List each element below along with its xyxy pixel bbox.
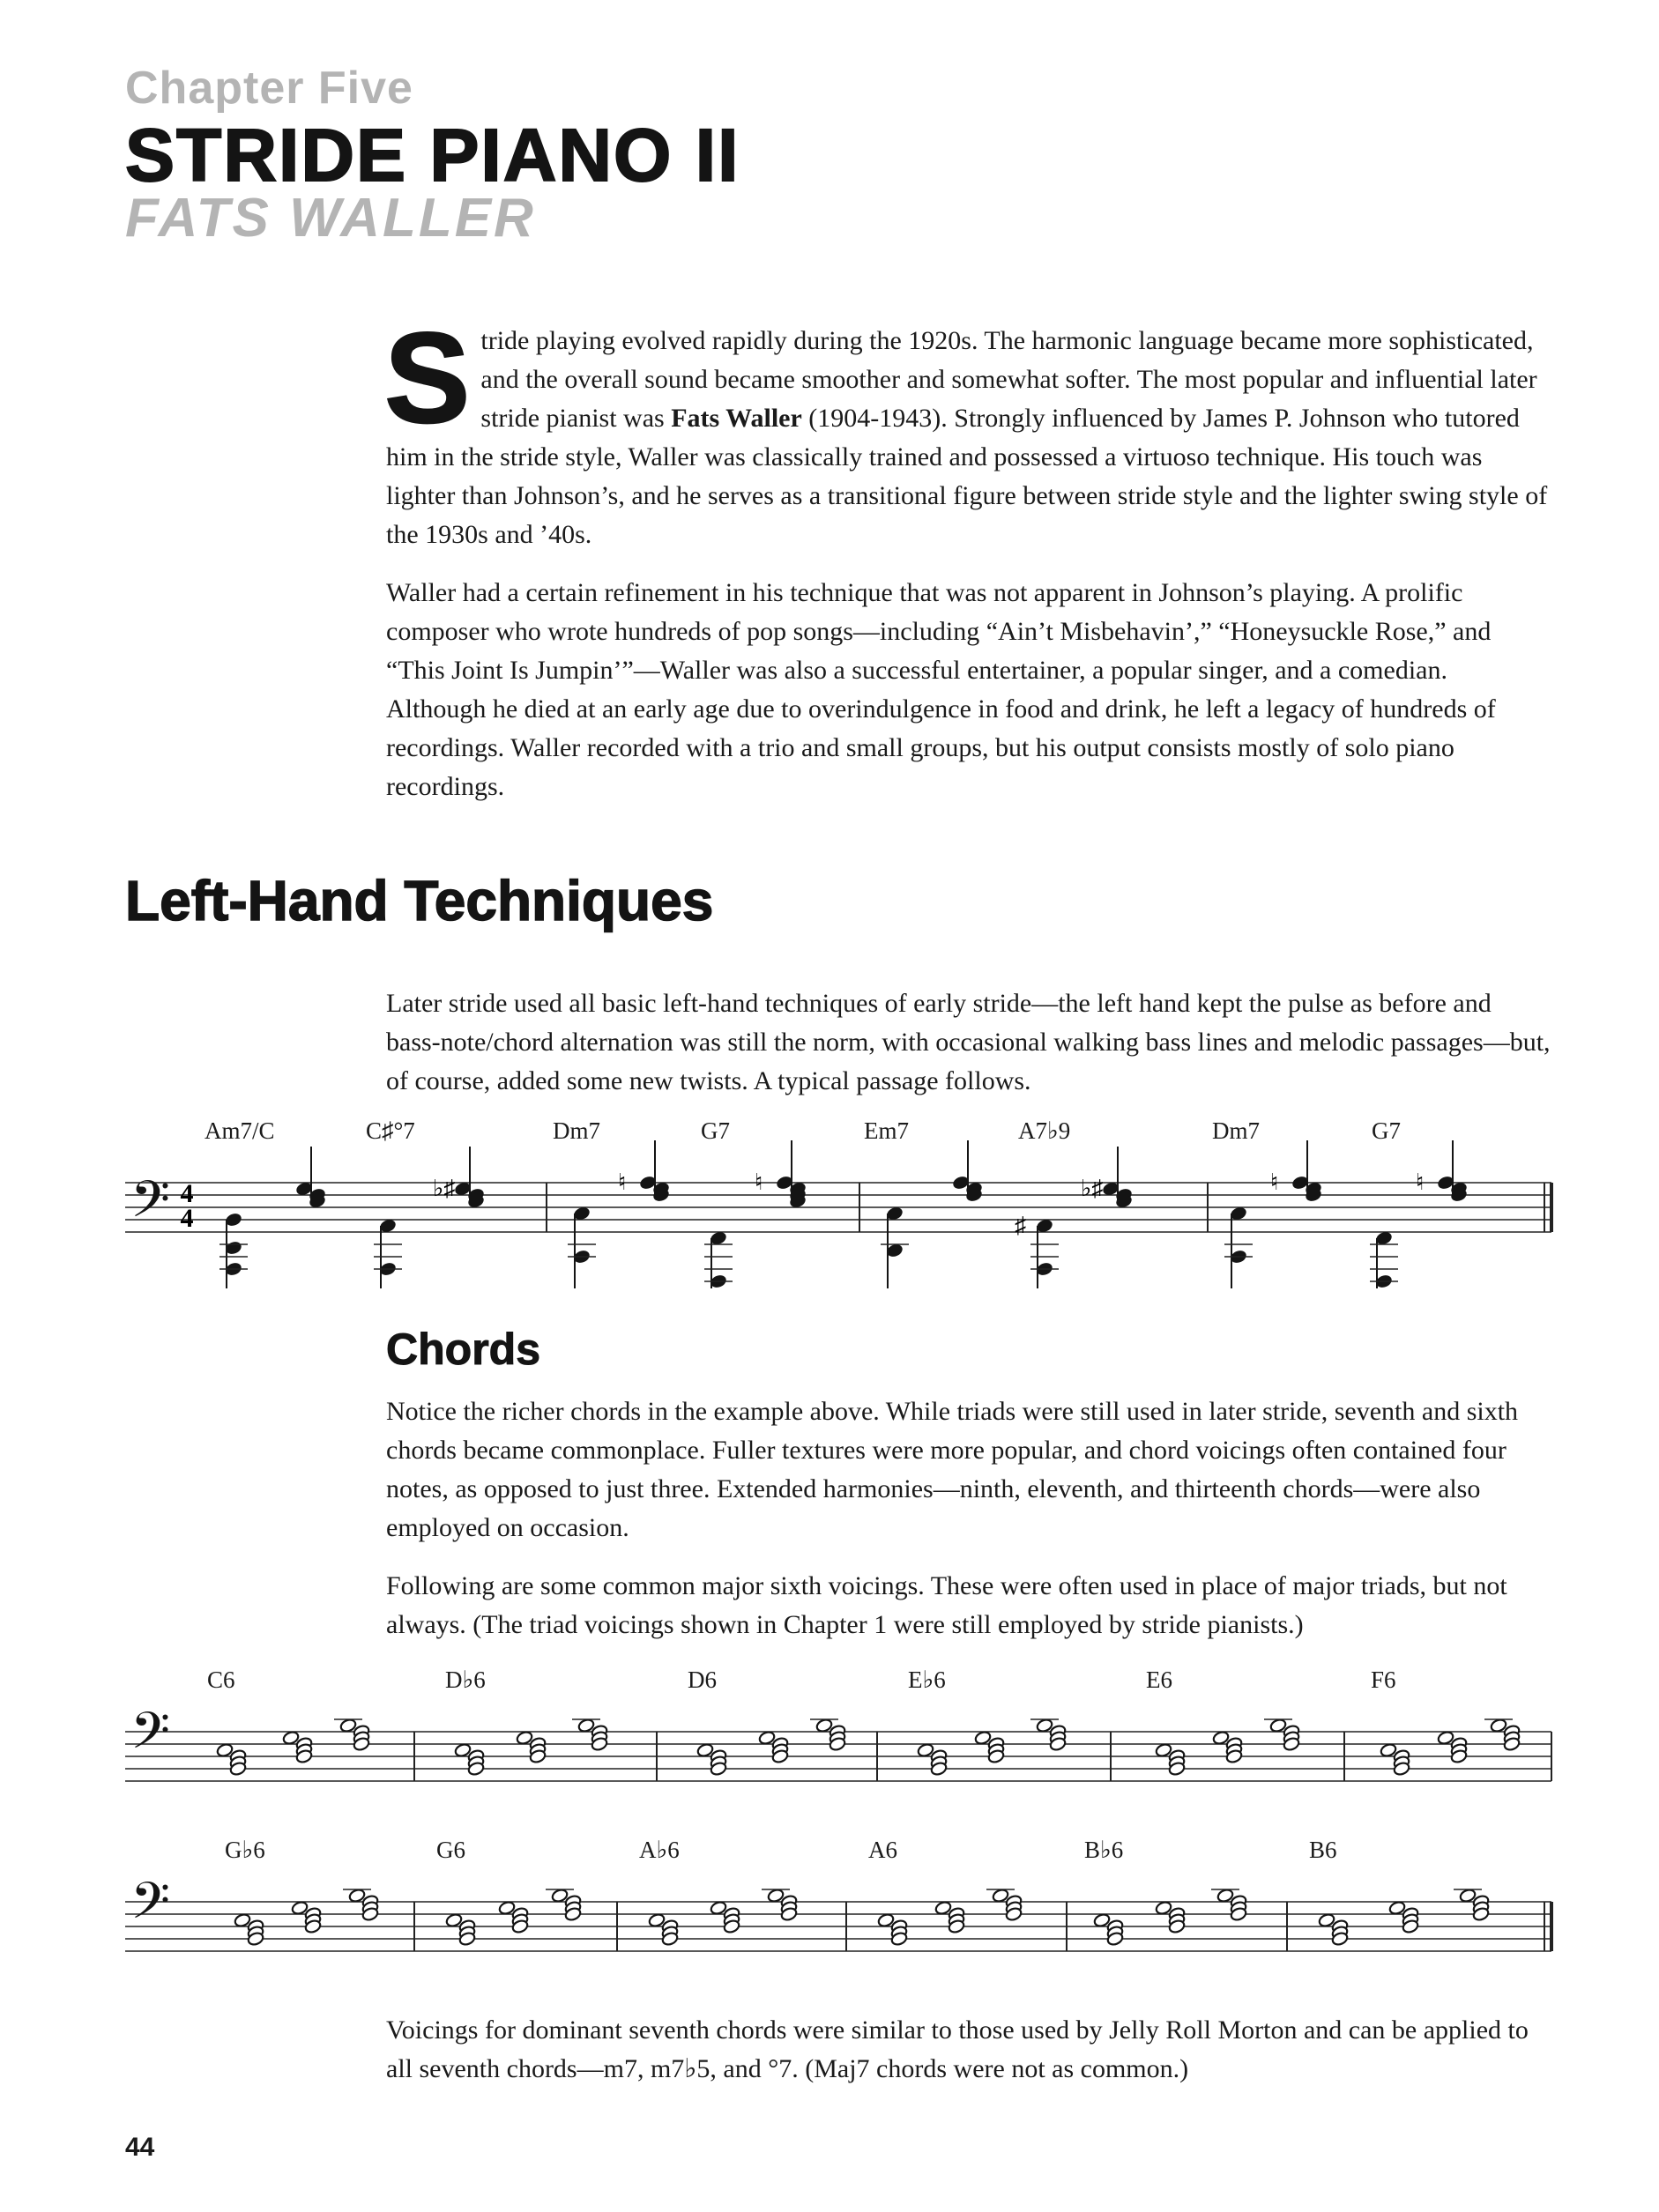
accidental-icon: ♮ [618,1169,627,1195]
staff-1-notes [219,1140,1468,1288]
chord-symbol: D♭6 [445,1666,486,1693]
staff-1-lines [125,1183,1551,1232]
chord-symbol: Dm7 [1212,1117,1260,1144]
accidental-icon: ♭♯ [1081,1176,1104,1201]
chord-symbol: D6 [688,1666,717,1693]
bass-clef-icon [130,1874,170,1942]
time-signature-top: 4 [180,1179,194,1208]
artist-name: Fats Waller [671,404,802,433]
chord-symbol: B♭6 [1084,1837,1124,1863]
music-staff-3 [0,1831,1659,1963]
chord-symbol: Am7/C [205,1117,275,1144]
svg-text:𝄢: 𝄢 [130,1704,171,1772]
accidental-icon: ♮ [755,1169,763,1195]
time-signature [181,1179,194,1233]
bass-clef-icon [130,1704,170,1772]
left-hand-paragraph: Later stride used all basic left-hand techniques of early stride—the left hand kept the pulse as before and bass-note/chord alternation was still the norm, with occasional walking bass lines and melodic passages—but, of course, added some new twists. A typical passage follows. [386,989,1551,1095]
staff-1-chord-symbols [205,1117,1401,1144]
svg-text:𝄢: 𝄢 [130,1173,171,1241]
section-heading-chords: Chords [386,1325,540,1374]
chord-symbol: E6 [1146,1666,1172,1693]
chord-symbol: A♭6 [639,1837,680,1863]
svg-text:𝄢: 𝄢 [130,1874,171,1942]
staff-2-notes [216,1718,1521,1776]
chords-paragraph-2: Following are some common major sixth voicings. These were often used in place of major triads, but not always. (The triad voicings shown in Chapter 1 were still employed by stride pianists.) [386,1571,1507,1639]
intro-text [384,306,1551,826]
chapter-label: Chapter Five [125,63,413,114]
chord-symbol: C♯°7 [366,1117,415,1144]
chord-symbol: G6 [436,1837,465,1863]
chord-symbol: G♭6 [225,1837,265,1863]
intro-paragraph-2: Waller had a certain refinement in his technique that was not apparent in Johnson’s playing. A prolific composer who wrote hundreds of pop songs—including “Ain’t Misbehavin’,” “Honeysuckle Rose,” and “This Joint Is Jumpin’”—Waller was also a successful entertainer, a popular singer, and a comedian. Although he died at an early age due to overindulgence in food and drink, he left a legacy of hundreds of recordings. Waller recorded with a trio and small groups, but his output consists mostly of solo piano recordings. [386,578,1496,801]
chord-symbol: G7 [701,1117,730,1144]
accidental-icon: ♮ [1416,1169,1425,1195]
music-staff-1 [0,1112,1659,1288]
chapter-title: STRIDE PIANO II [125,114,740,197]
chords-paragraph-1: Notice the richer chords in the example above. While triads were still used in later stride, seventh and sixth chords became commonplace. Fuller textures were more popular, and chord voicings often contained four notes, as opposed to just three. Extended harmonies—ninth, eleventh, and thirteenth chords—were also employed on occasion. [386,1397,1519,1542]
chord-symbol: F6 [1371,1666,1396,1693]
chord-symbol: Dm7 [553,1117,600,1144]
chord-symbol: B6 [1309,1837,1337,1863]
drop-cap: S [384,306,471,449]
time-signature-bottom: 4 [180,1204,194,1233]
intro-p1-start: tride playing evolved rapidly during the 1920s. The harmonic language became more sophisticated, and the overall sound became smoother and somewhat softer. The most popular and influential later stride pianist was [480,326,1537,433]
chord-symbol: A7♭9 [1018,1117,1071,1144]
chord-symbol: C6 [207,1666,235,1693]
page-number: 44 [125,2133,155,2162]
accidental-icon: ♭♯ [433,1176,456,1201]
closing-paragraph: Voicings for dominant seventh chords were similar to those used by Jelly Roll Morton and can be applied to all seventh chords—m7, m7♭5, and °7. (Maj7 chords were not as common.) [386,2015,1529,2083]
chapter-subtitle: FATS WALLER [125,188,536,249]
chord-symbol: Em7 [864,1117,909,1144]
intro-paragraph-1 [384,306,1551,554]
accidental-icon: ♮ [1270,1169,1279,1195]
intro-p1-end: (1904-1943). Strongly influenced by James P. Johnson who tutored him in the stride style, Waller was classically trained and possessed a virtuoso technique. His touch was lighter than Johnson’s, and he serves as a transitional figure between stride style and the lighter swing style of the 1930s and ’40s. [386,404,1548,549]
chords-text [386,1392,1551,1664]
section-heading-left-hand: Left-Hand Techniques [125,869,714,932]
staff-3-chord-symbols [225,1837,1337,1863]
staff-2-chord-symbols [207,1666,1396,1693]
bass-clef-icon [130,1173,170,1241]
chord-symbol: G7 [1372,1117,1401,1144]
chord-symbol: E♭6 [908,1666,946,1693]
accidental-icon: ♯ [1015,1213,1026,1238]
staff-3-notes [234,1888,1490,1946]
music-staff-2 [0,1661,1659,1793]
chord-symbol: A6 [868,1837,897,1863]
